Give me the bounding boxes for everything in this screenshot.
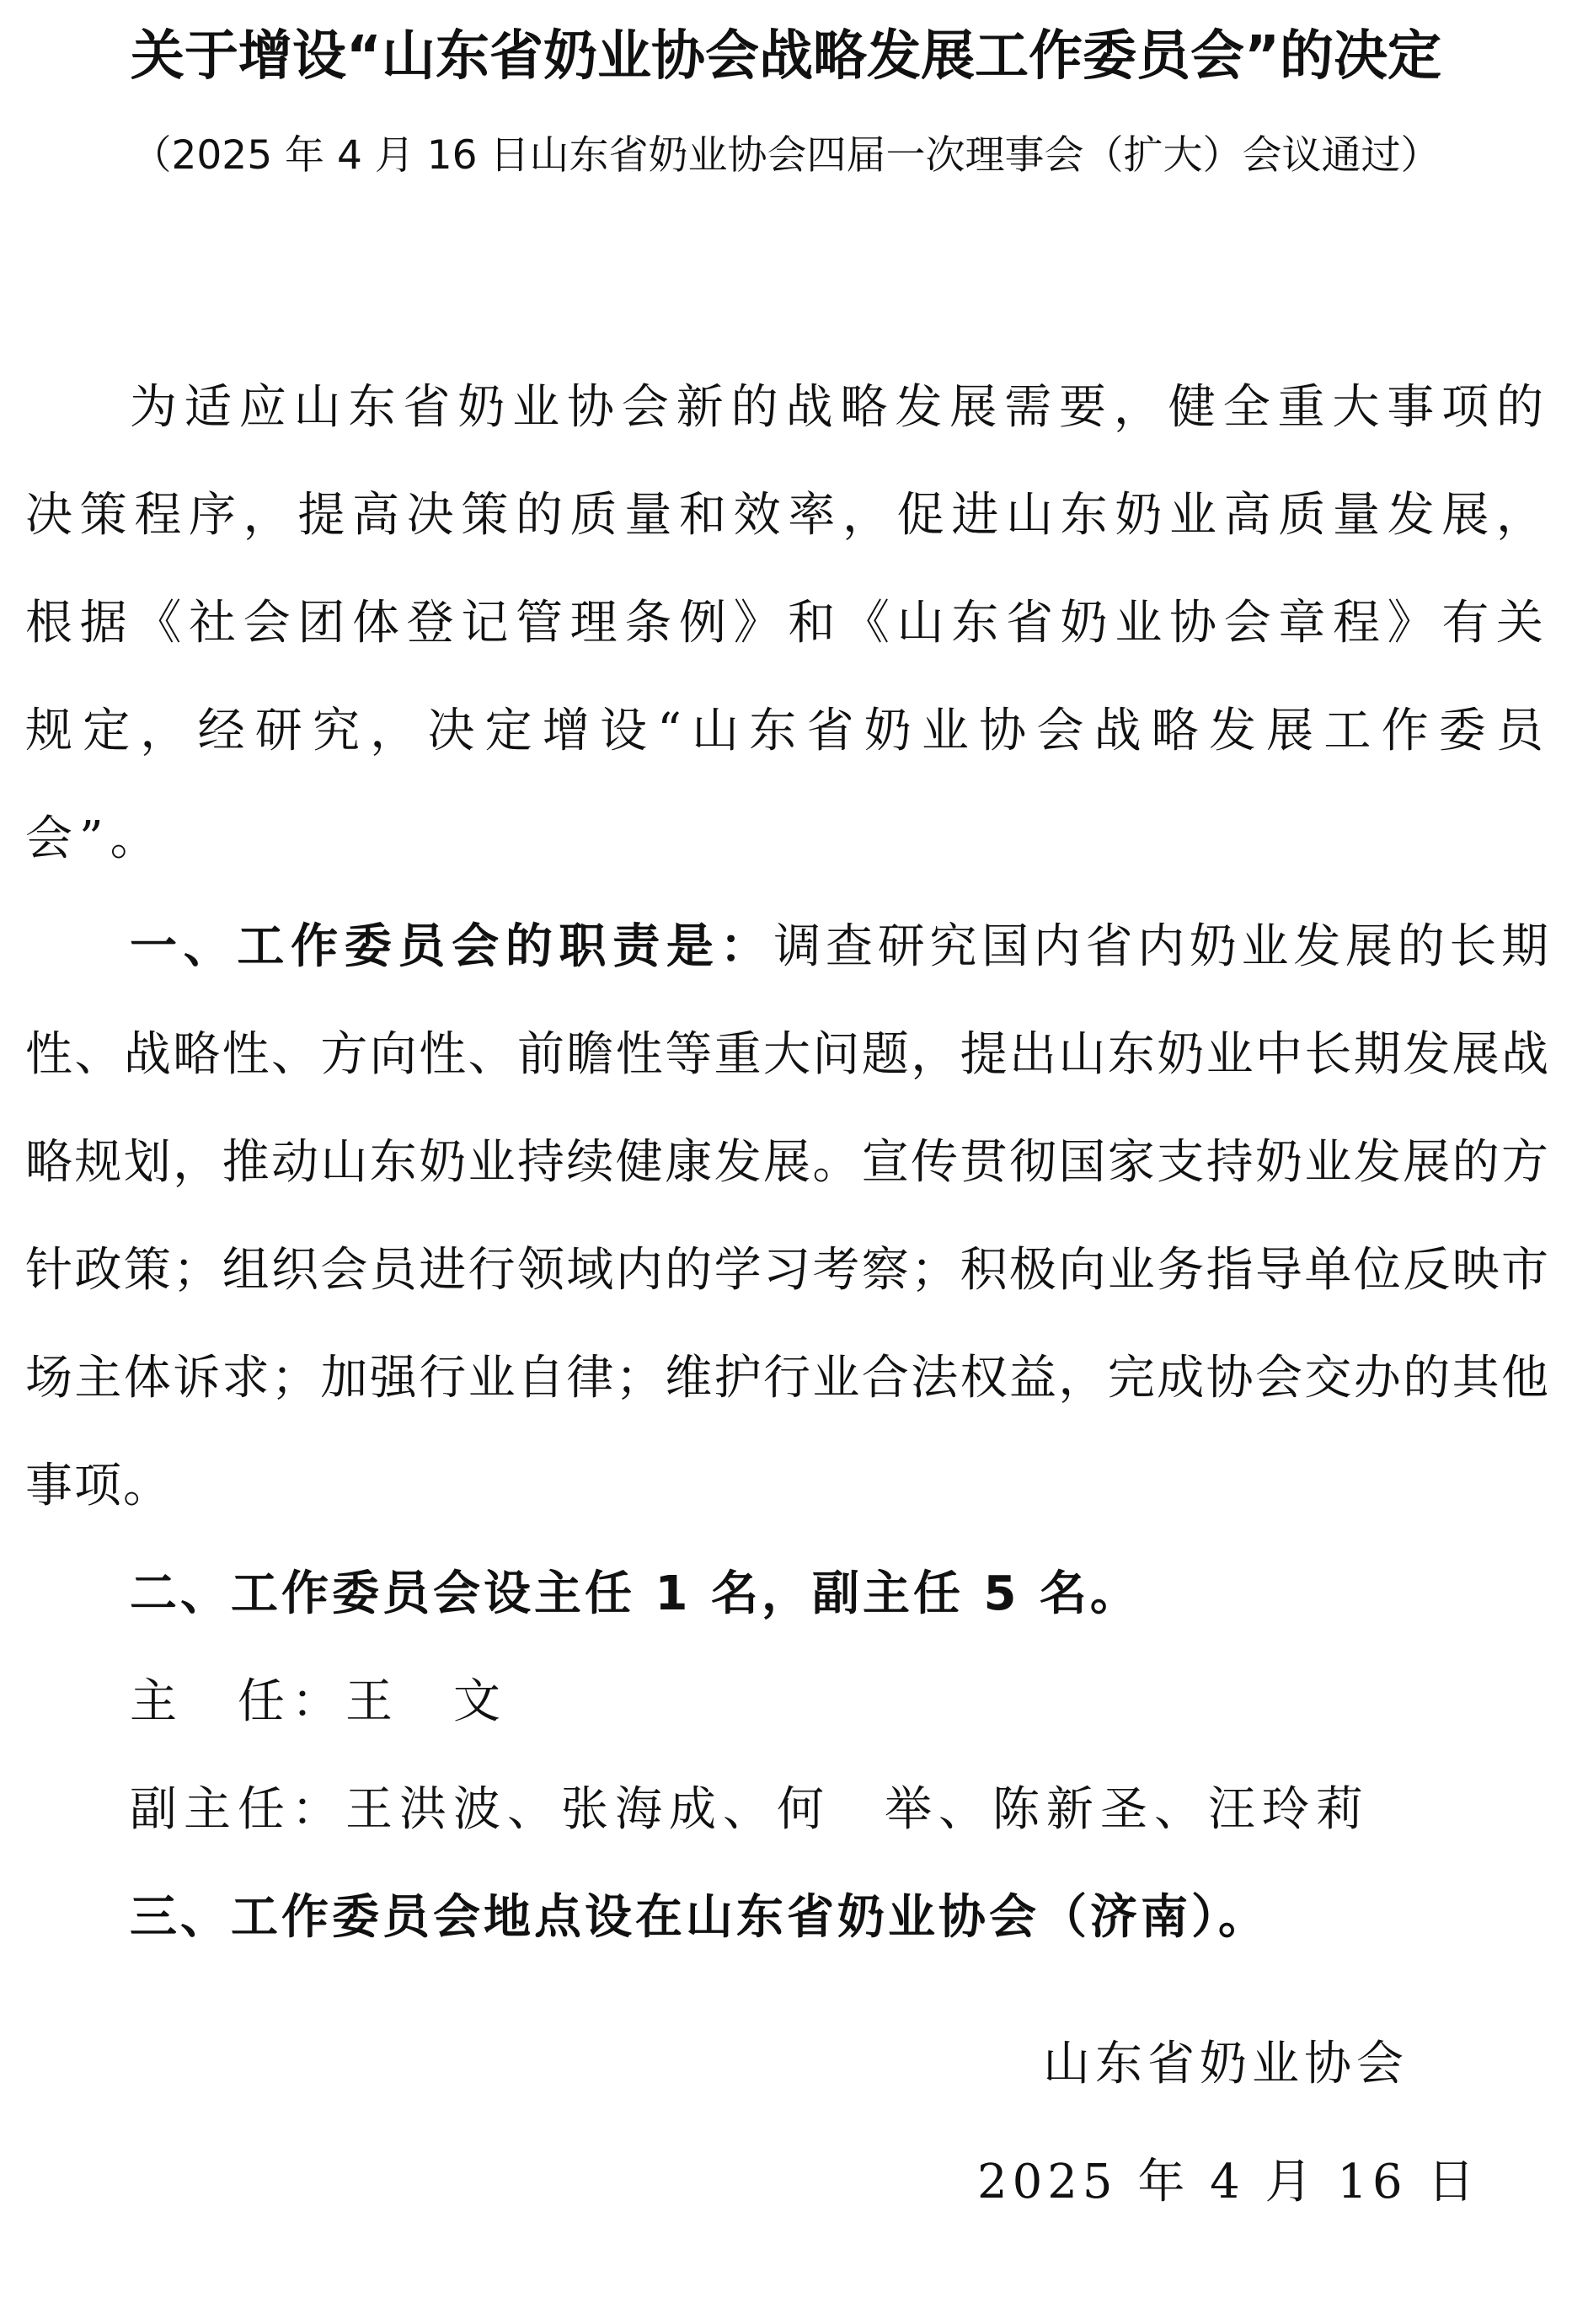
document-title: 关于增设“山东省奶业协会战略发展工作委员会”的决定 <box>130 25 1442 88</box>
section-3-heading: 三、工作委员会地点设在山东省奶业协会（济南）。 <box>130 1890 1269 1945</box>
section-2-heading: 二、工作委员会设主任 1 名，副主任 5 名。 <box>130 1566 1141 1621</box>
section-1-paragraph <box>25 893 1550 1540</box>
document-body <box>25 354 1550 1972</box>
signature-block <box>977 2005 1480 2241</box>
intro-paragraph: 为适应山东省奶业协会新的战略发展需要，健全重大事项的决策程序，提高决策的质量和效率，促进山东奶业高质量发展，根据《社会团体登记管理条例》和《山东省奶业协会章程》有关规定，经研究，决定增设“山东省奶业协会战略发展工作委员会”。 <box>25 380 1550 866</box>
section-1-heading: 一、工作委员会的职责是： <box>130 919 774 974</box>
document-subtitle: （2025 年 4 月 16 日山东省奶业协会四届一次理事会（扩大）会议通过） <box>131 132 1441 179</box>
deputy-director-line: 副主任：王洪波、张海成、何 举、陈新圣、汪玲莉 <box>130 1782 1370 1837</box>
section-1-body: 调查研究国内省内奶业发展的长期性、战略性、方向性、前瞻性等重大问题，提出山东奶业中长期发展战略规划，推动山东奶业持续健康发展。宣传贯彻国家支持奶业发展的方针政策；组织会员进行领域内的学习考察；积极向业务指导单位反映市场主体诉求；加强行业自律；维护行业合法权益，完成协会交办的其他事项。 <box>25 919 1551 1513</box>
signature-date: 2025 年 4 月 16 日 <box>977 2155 1480 2209</box>
signature-organization: 山东省奶业协会 <box>1043 2037 1409 2091</box>
director-line: 主 任：王 文 <box>130 1674 507 1729</box>
